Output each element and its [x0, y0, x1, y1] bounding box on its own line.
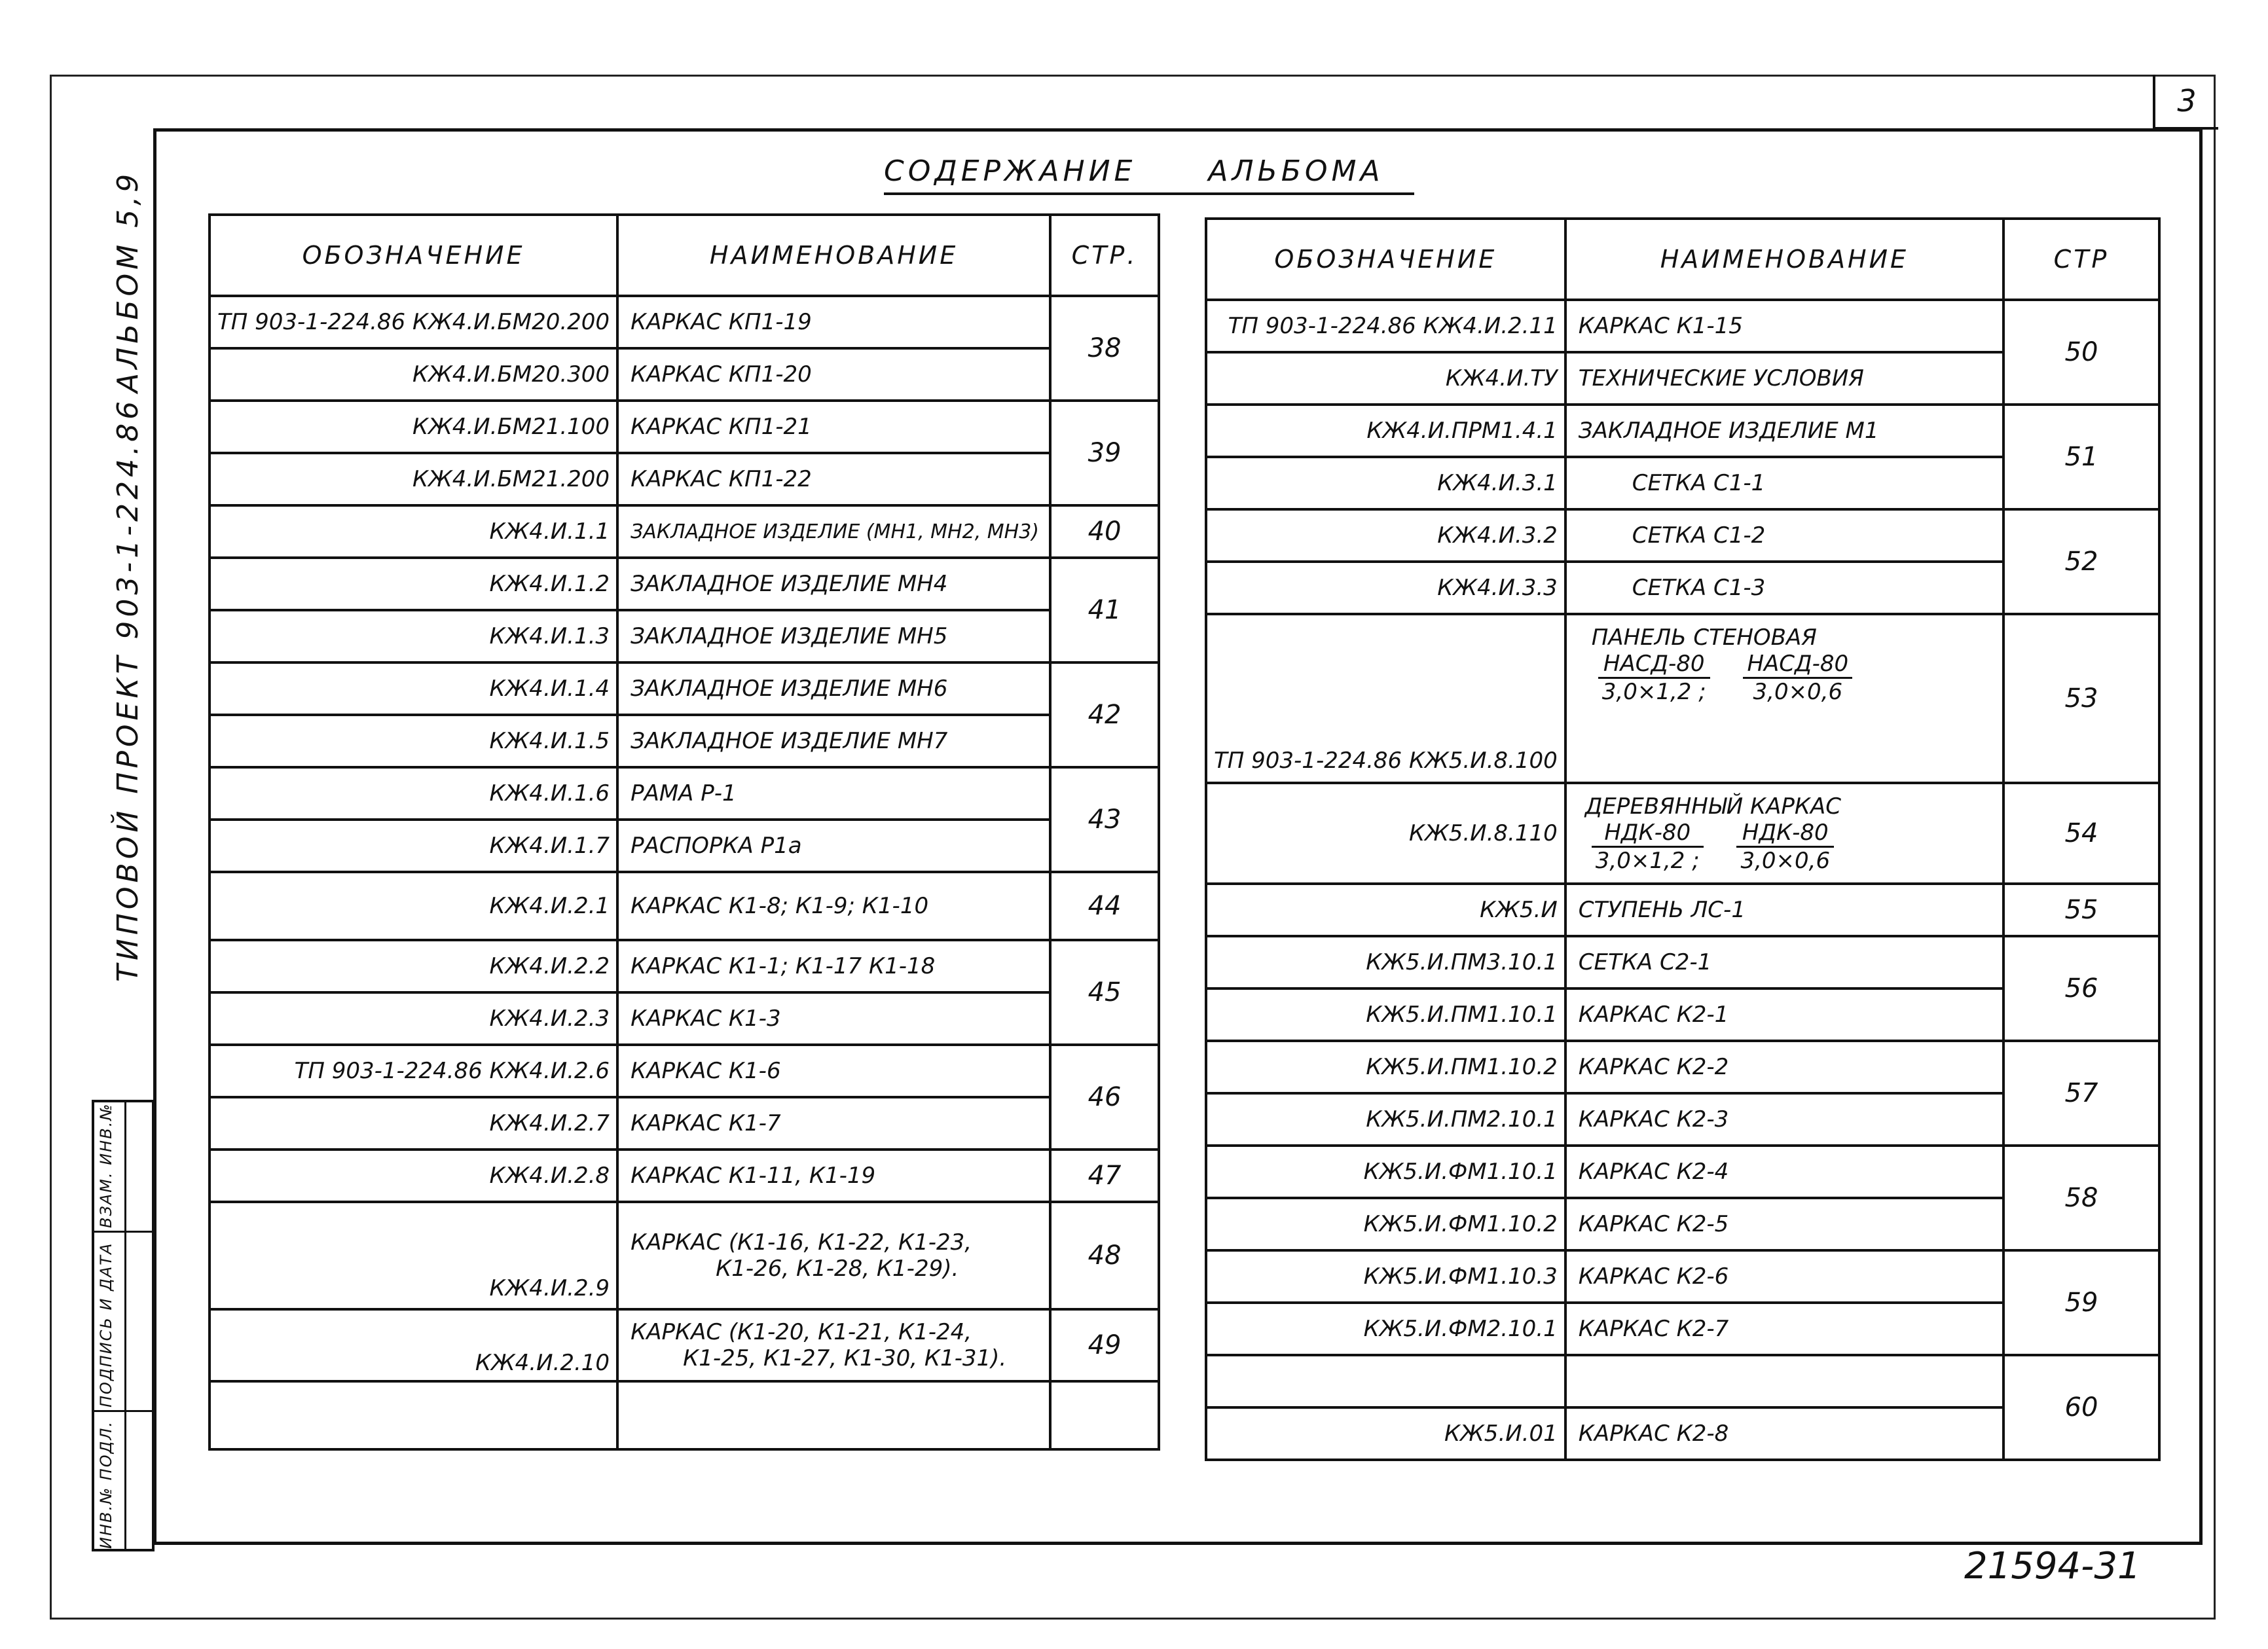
row-name: СЕТКА С1-3	[1565, 562, 2003, 614]
row-page: 45	[1050, 940, 1159, 1045]
row-code: КЖ4.И.ПРМ1.4.1	[1206, 405, 1565, 457]
row-code: КЖ4.И.2.3	[210, 992, 617, 1045]
table-row-empty	[1206, 1355, 2159, 1407]
row-code: КЖ4.И.2.1	[210, 872, 617, 940]
row-page: 40	[1050, 505, 1159, 558]
row-code: КЖ4.И.2.2	[210, 940, 617, 992]
table-row	[210, 348, 1159, 401]
row-name	[1565, 614, 2003, 783]
fraction-1: $\frac{\text{НАСД-80}}{3,0\times 1,2 ;}$	[1598, 651, 1710, 705]
row-page: 46	[1050, 1045, 1159, 1150]
fraction-2: $\frac{\text{НДК-80}}{3,0\times 0,6}$	[1736, 820, 1834, 874]
row-name: СЕТКА С1-1	[1565, 457, 2003, 509]
row-code: КЖ5.И	[1206, 884, 1565, 936]
row-page: 59	[2003, 1250, 2159, 1355]
row-name: ЗАКЛАДНОЕ ИЗДЕЛИЕ М1	[1565, 405, 2003, 457]
table-row	[210, 610, 1159, 662]
side-label-album: АЛЬБОМ 5,9	[111, 170, 145, 393]
fraction-1: $\frac{\text{НДК-80}}{3,0\times 1,2 ;}$	[1592, 820, 1704, 874]
row-name-line1: ПАНЕЛЬ СТЕНОВАЯ	[1591, 625, 1817, 651]
table-row	[1206, 1146, 2159, 1198]
table-row	[1206, 1250, 2159, 1303]
row-name: КАРКАС К1-11, К1-19	[617, 1150, 1050, 1202]
row-page: 48	[1050, 1202, 1159, 1309]
table-row	[210, 453, 1159, 505]
row-code: КЖ5.И.ФМ1.10.3	[1206, 1250, 1565, 1303]
stamp-label-inv: ИНВ.№ ПОДЛ.	[97, 1420, 115, 1549]
row-code: КЖ4.И.2.10	[210, 1309, 617, 1381]
table-row	[1206, 1041, 2159, 1093]
row-name: КАРКАС К1-1; К1-17 К1-18	[617, 940, 1050, 992]
row-code: ТП 903-1-224.86 КЖ4.И.2.6	[210, 1045, 617, 1097]
row-code: КЖ4.И.1.5	[210, 715, 617, 767]
side-label-project: ТИПОВОЙ ПРОЕКТ 903-1-224.86	[111, 397, 145, 982]
table-row	[210, 872, 1159, 940]
row-page: 53	[2003, 614, 2159, 783]
table-row	[210, 767, 1159, 820]
table-row	[1206, 509, 2159, 562]
row-name: ЗАКЛАДНОЕ ИЗДЕЛИЕ МН4	[617, 558, 1050, 610]
header-page: СТР.	[1050, 215, 1159, 296]
row-code: ТП 903-1-224.86 КЖ4.И.БМ20.200	[210, 296, 617, 348]
row-code: КЖ5.И.ПМ1.10.1	[1206, 988, 1565, 1041]
row-page: 43	[1050, 767, 1159, 872]
row-name: КАРКАС К2-7	[1565, 1303, 2003, 1355]
row-name: КАРКАС К2-1	[1565, 988, 2003, 1041]
row-name	[617, 1309, 1050, 1381]
row-name: ЗАКЛАДНОЕ ИЗДЕЛИЕ (МН1, МН2, МН3)	[617, 505, 1050, 558]
row-name: КАРКАС К1-7	[617, 1097, 1050, 1150]
row-code: КЖ4.И.1.3	[210, 610, 617, 662]
row-name: КАРКАС К1-15	[1565, 300, 2003, 352]
table-row	[1206, 614, 2159, 783]
row-code: КЖ4.И.БМ21.200	[210, 453, 617, 505]
row-page: 41	[1050, 558, 1159, 662]
row-page: 55	[2003, 884, 2159, 936]
row-name: КАРКАС КП1-21	[617, 401, 1050, 453]
row-code: КЖ5.И.ПМ1.10.2	[1206, 1041, 1565, 1093]
row-name: СЕТКА С1-2	[1565, 509, 2003, 562]
row-name: КАРКАС К1-6	[617, 1045, 1050, 1097]
row-name: СЕТКА С2-1	[1565, 936, 2003, 988]
row-name	[617, 1202, 1050, 1309]
row-page: 47	[1050, 1150, 1159, 1202]
row-page: 52	[2003, 509, 2159, 614]
row-name: КАРКАС К2-5	[1565, 1198, 2003, 1250]
row-code: КЖ5.И.ФМ1.10.1	[1206, 1146, 1565, 1198]
archive-number: 21594-31	[1964, 1545, 2141, 1587]
table-row	[210, 992, 1159, 1045]
contents-table-right	[1205, 217, 2161, 1461]
row-name: РАСПОРКА Р1а	[617, 820, 1050, 872]
table-row	[210, 1097, 1159, 1150]
row-code: КЖ4.И.3.3	[1206, 562, 1565, 614]
table-row	[210, 296, 1159, 348]
row-name: ЗАКЛАДНОЕ ИЗДЕЛИЕ МН5	[617, 610, 1050, 662]
table-row	[1206, 300, 2159, 352]
header-designation: ОБОЗНАЧЕНИЕ	[1206, 219, 1565, 300]
row-page: 58	[2003, 1146, 2159, 1250]
row-code: КЖ4.И.БМ21.100	[210, 401, 617, 453]
row-name: СТУПЕНЬ ЛС-1	[1565, 884, 2003, 936]
row-name: КАРКАС К2-4	[1565, 1146, 2003, 1198]
row-name: КАРКАС К2-6	[1565, 1250, 2003, 1303]
table-row	[210, 940, 1159, 992]
title-underline	[884, 192, 1414, 195]
row-code: КЖ4.И.3.2	[1206, 509, 1565, 562]
row-page: 57	[2003, 1041, 2159, 1146]
table-row	[1206, 936, 2159, 988]
table-row	[210, 662, 1159, 715]
table-row	[210, 558, 1159, 610]
table-row	[210, 1309, 1159, 1381]
row-code: КЖ5.И.ПМ3.10.1	[1206, 936, 1565, 988]
row-page: 44	[1050, 872, 1159, 940]
row-name: ТЕХНИЧЕСКИЕ УСЛОВИЯ	[1565, 352, 2003, 405]
row-page: 50	[2003, 300, 2159, 405]
table-row	[1206, 884, 2159, 936]
row-code: КЖ4.И.1.4	[210, 662, 617, 715]
row-code: КЖ5.И.8.110	[1206, 783, 1565, 884]
row-code: КЖ4.И.2.7	[210, 1097, 617, 1150]
row-name: КАРКАС К2-2	[1565, 1041, 2003, 1093]
table-row	[210, 820, 1159, 872]
table-row	[1206, 783, 2159, 884]
row-code: КЖ5.И.ПМ2.10.1	[1206, 1093, 1565, 1146]
stamp-label-replacement: ВЗАМ. ИНВ.№	[97, 1102, 115, 1228]
contents-table-left	[208, 213, 1160, 1451]
row-name	[1565, 783, 2003, 884]
row-code: КЖ4.И.БМ20.300	[210, 348, 617, 401]
row-page: 60	[2003, 1355, 2159, 1460]
row-name: ЗАКЛАДНОЕ ИЗДЕЛИЕ МН6	[617, 662, 1050, 715]
row-page: 56	[2003, 936, 2159, 1041]
row-code: КЖ4.И.1.2	[210, 558, 617, 610]
row-name: ЗАКЛАДНОЕ ИЗДЕЛИЕ МН7	[617, 715, 1050, 767]
row-page: 51	[2003, 405, 2159, 509]
table-row	[210, 715, 1159, 767]
table-row	[210, 505, 1159, 558]
row-code: КЖ4.И.2.8	[210, 1150, 617, 1202]
fraction-2: $\frac{\text{НАСД-80}}{3,0\times 0,6}$	[1743, 651, 1852, 705]
row-name: КАРКАС К2-3	[1565, 1093, 2003, 1146]
row-page: 49	[1050, 1309, 1159, 1381]
row-name-line1: КАРКАС (К1-16, К1-22, К1-23,	[631, 1229, 972, 1256]
header-page: СТР	[2003, 219, 2159, 300]
page-number: 3	[2153, 75, 2218, 130]
album-title: СОДЕРЖАНИЕ АЛЬБОМА	[884, 154, 1384, 188]
table-row	[210, 1045, 1159, 1097]
row-name-line1: КАРКАС (К1-20, К1-21, К1-24,	[631, 1319, 972, 1345]
row-code: КЖ4.И.2.9	[210, 1202, 617, 1309]
header-designation: ОБОЗНАЧЕНИЕ	[210, 215, 617, 296]
row-name: КАРКАС К1-3	[617, 992, 1050, 1045]
row-code: КЖ4.И.1.7	[210, 820, 617, 872]
row-code: КЖ5.И.ФМ1.10.2	[1206, 1198, 1565, 1250]
header-name: НАИМЕНОВАНИЕ	[1565, 219, 2003, 300]
row-code: ТП 903-1-224.86 КЖ5.И.8.100	[1206, 614, 1565, 783]
table-row	[210, 401, 1159, 453]
table-row	[1206, 405, 2159, 457]
row-code: КЖ5.И.ФМ2.10.1	[1206, 1303, 1565, 1355]
row-code: КЖ4.И.1.6	[210, 767, 617, 820]
row-code: ТП 903-1-224.86 КЖ4.И.2.11	[1206, 300, 1565, 352]
stamp-label-signature: ПОДПИСЬ И ДАТА	[97, 1242, 115, 1407]
table-row	[210, 1150, 1159, 1202]
row-name-line2: К1-26, К1-28, К1-29).	[716, 1256, 959, 1282]
table-row	[210, 1202, 1159, 1309]
row-page: 38	[1050, 296, 1159, 401]
row-code: КЖ4.И.1.1	[210, 505, 617, 558]
row-code: КЖ4.И.3.1	[1206, 457, 1565, 509]
header-name: НАИМЕНОВАНИЕ	[617, 215, 1050, 296]
row-name: КАРКАС К2-8	[1565, 1407, 2003, 1460]
row-name: РАМА Р-1	[617, 767, 1050, 820]
table-row-empty	[210, 1381, 1159, 1449]
row-name: КАРКАС КП1-19	[617, 296, 1050, 348]
row-page: 54	[2003, 783, 2159, 884]
row-page: 39	[1050, 401, 1159, 505]
row-name: КАРКАС КП1-22	[617, 453, 1050, 505]
row-name-line2: К1-25, К1-27, К1-30, К1-31).	[683, 1345, 1007, 1371]
row-code: КЖ5.И.01	[1206, 1407, 1565, 1460]
row-name-line1: ДЕРЕВЯННЫЙ КАРКАС	[1584, 793, 1841, 820]
row-name: КАРКАС К1-8; К1-9; К1-10	[617, 872, 1050, 940]
row-name: КАРКАС КП1-20	[617, 348, 1050, 401]
row-page: 42	[1050, 662, 1159, 767]
row-code: КЖ4.И.ТУ	[1206, 352, 1565, 405]
